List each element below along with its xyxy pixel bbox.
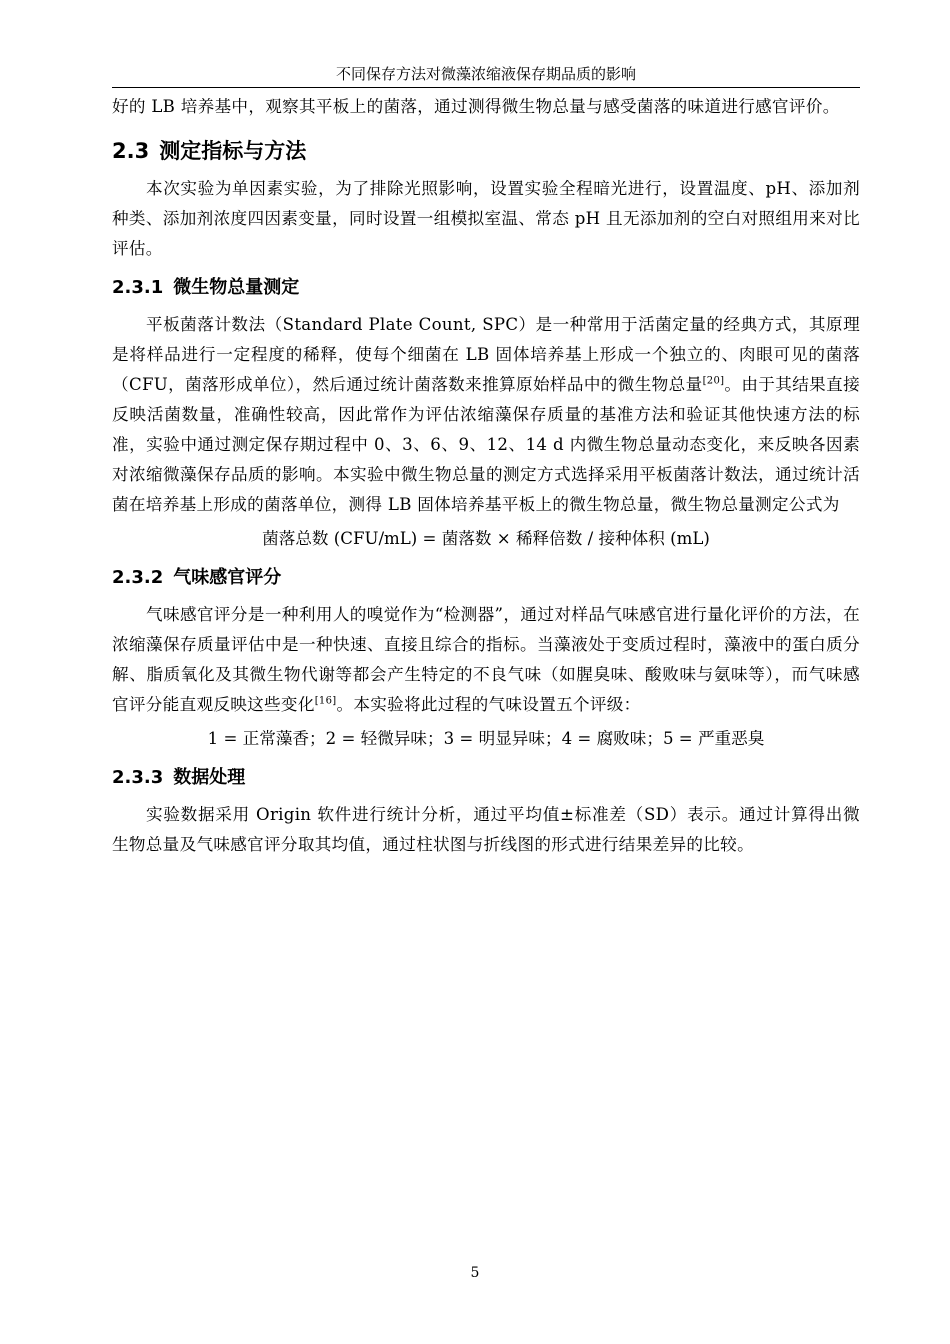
page-content bbox=[112, 92, 860, 860]
section-2-3-1-paragraph bbox=[112, 310, 860, 520]
cfu-formula: 菌落总数 (CFU/mL) = 菌落数 × 稀释倍数 / 接种体积 (mL) bbox=[262, 529, 710, 548]
section-title: 气味感官评分 bbox=[173, 567, 282, 588]
running-header: 不同保存方法对微藻浓缩液保存期品质的影响 bbox=[335, 65, 636, 83]
section-2-3-1-heading bbox=[112, 274, 860, 302]
section-title: 微生物总量测定 bbox=[173, 277, 300, 298]
header-rule bbox=[112, 87, 860, 88]
page-number: 5 bbox=[470, 1265, 480, 1281]
paragraph-text: 。由于其结果直接反映活菌数量，准确性较高，因此常作为评估浓缩藻保存质量的基准方法和验证其他快速方法的标准，实验中通过测定保存期过程中 0、3、6、9、12、14 d 内微生物总量动态变化，来反映各因素对浓缩微藻保存品质的影响。本实验中微生物总量的测定方式选择采用平板菌落计数法，通过统计活菌在培养基上形成的菌落单位，测得 LB 固体培养基平板上的微生物总量，微生物总量测定公式为 bbox=[112, 375, 860, 514]
section-2-3-paragraph: 本次实验为单因素实验，为了排除光照影响，设置实验全程暗光进行，设置温度、pH、添加剂种类、添加剂浓度四因素变量，同时设置一组模拟室温、常态 pH 且无添加剂的空白对照组用来对比评估。 bbox=[112, 179, 860, 258]
section-title: 数据处理 bbox=[173, 767, 246, 788]
section-2-3-3-paragraph: 实验数据采用 Origin 软件进行统计分析，通过平均值±标准差（SD）表示。通过计算得出微生物总量及气味感官评分取其均值，通过柱状图与折线图的形式进行结果差异的比较。 bbox=[112, 805, 860, 854]
section-2-3-2-paragraph bbox=[112, 600, 860, 720]
intro-paragraph: 好的 LB 培养基中，观察其平板上的菌落，通过测得微生物总量与感受菌落的味道进行感官评价。 bbox=[112, 97, 840, 116]
section-number: 2.3.2 bbox=[112, 567, 164, 588]
odor-scale: 1 = 正常藻香；2 = 轻微异味；3 = 明显异味；4 = 腐败味；5 = 严重恶臭 bbox=[207, 729, 765, 748]
paragraph-text: 气味感官评分是一种利用人的嗅觉作为“检测器”，通过对样品气味感官进行量化评价的方法，在浓缩藻保存质量评估中是一种快速、直接且综合的指标。当藻液处于变质过程时，藻液中的蛋白质分解、脂质氧化及其微生物代谢等都会产生特定的不良气味（如腥臭味、酸败味与氨味等），而气味感官评分能直观反映这些变化 bbox=[112, 605, 860, 714]
section-number: 2.3 bbox=[112, 139, 150, 163]
section-2-3-heading bbox=[112, 136, 860, 166]
paragraph-text: 平板菌落计数法（Standard Plate Count, SPC）是一种常用于活菌定量的经典方式，其原理是将样品进行一定程度的稀释，使每个细菌在 LB 固体培养基上形成一个独立的、肉眼可见的菌落（CFU，菌落形成单位），然后通过统计菌落数来推算原始样品中的微生物总量 bbox=[112, 315, 860, 394]
section-number: 2.3.1 bbox=[112, 277, 164, 298]
section-2-3-3-heading bbox=[112, 764, 860, 792]
paragraph-text: 。本实验将此过程的气味设置五个评级： bbox=[336, 695, 641, 714]
citation: [20] bbox=[702, 375, 725, 387]
citation: [16] bbox=[314, 695, 337, 707]
section-number: 2.3.3 bbox=[112, 767, 164, 788]
section-title: 测定指标与方法 bbox=[159, 139, 307, 163]
section-2-3-2-heading bbox=[112, 564, 860, 592]
